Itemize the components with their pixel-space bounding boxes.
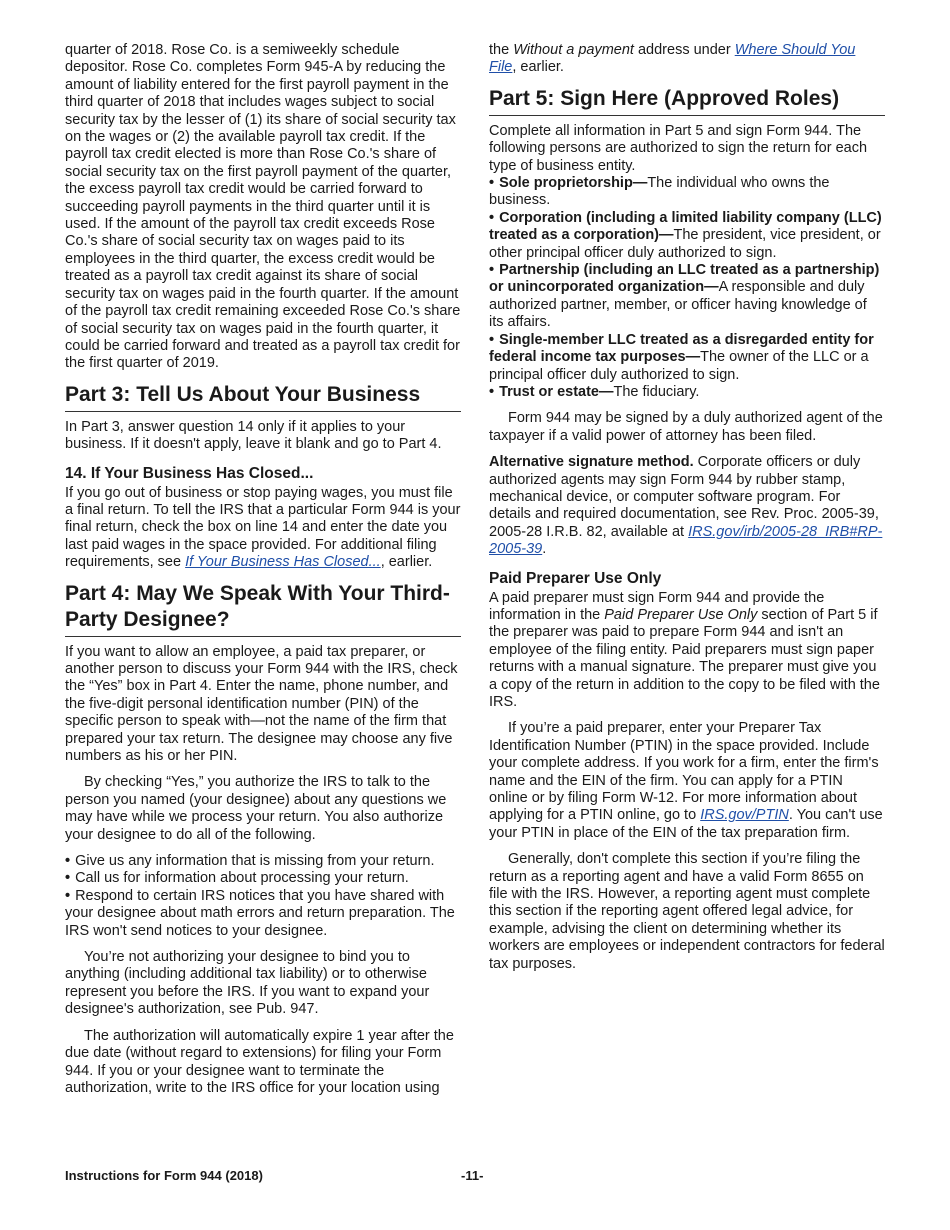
part4-paragraph-1: If you want to allow an employee, a paid tax preparer, or another person to discuss your Form 944 with the IRS, check the “Yes” box in Part 4. Enter the name, phone number, and the five-digit personal identification number (PIN) of the specific person to speak with—not the name of the firm that prepared your tax return. The designee may choose any five numbers as his or her PIN. (65, 643, 458, 764)
paid-preparer-paragraph-3: Generally, don't complete this section if you’re filing the return as a reporting agent and have a valid Form 8655 on file with the IRS. However, a reporting agent must complete this section if the reporting agent offered legal advice, for example, advising the client on determining whether its workers are employees or independent contractors for federal tax purposes. (489, 851, 885, 972)
designee-bullet-list (65, 853, 461, 940)
part3-text: In Part 3, answer question 14 only if it applies to your business. If it doesn't apply, leave it blank and go to Part 4. (65, 418, 442, 453)
list-item: • Give us any information that is missing from your return. (65, 853, 435, 870)
business-closed-link[interactable]: If Your Business Has Closed... (185, 554, 381, 571)
q14-paragraph: If you go out of business or stop paying wages, you must file a final return. To tell the IRS that a particular Form 944 is your final return, check the box on line 14 and enter the date you last paid wages in the space provided. For additional filing requirements, see If Your Business Has Closed..., earlier. (65, 484, 461, 571)
ptin-link[interactable]: IRS.gov/PTIN (700, 807, 789, 824)
part4-paragraph-4: The authorization will automatically expire 1 year after the due date (without regard to extensions) for filing your Form 944. If you or your designee want to terminate the authorization, write to the IRS office for your location using (65, 1027, 454, 1096)
paid-preparer-paragraph-1: A paid preparer must sign Form 944 and provide the information in the Paid Preparer Use Only section of Part 5 if the preparer was paid to prepare Form 944 and isn't an employee of the filing entity. Paid preparers must sign paper returns with a manual signature. The preparer must give you a copy of the return in addition to the copy to be filed with the IRS. (489, 589, 880, 710)
list-item: • Single-member LLC treated as a disregarded entity for federal income tax purposes—The owner of the LLC or a principal officer duly authorized to sign. (489, 331, 874, 383)
q14-heading: 14. If Your Business Has Closed... (65, 464, 314, 482)
part5-intro: Complete all information in Part 5 and sign Form 944. The following persons are authorized to sign the return for each type of business entity. (489, 122, 868, 174)
list-item: • Sole proprietorship—The individual who owns the business. (489, 175, 830, 209)
approved-roles-list (489, 175, 885, 401)
part5-heading: Part 5: Sign Here (Approved Roles) (489, 86, 885, 116)
paid-preparer-heading: Paid Preparer Use Only (489, 569, 662, 587)
list-item: • Corporation (including a limited liability company (LLC) treated as a corporation)—The president, vice president, or other principal officer duly authorized to sign. (489, 209, 882, 261)
part3-heading: Part 3: Tell Us About Your Business (65, 382, 461, 412)
alternative-signature-paragraph: Alternative signature method. Corporate officers or duly authorized agents may sign Form 944 by rubber stamp, mechanical device, or computer software program. For details and required documentation, see Rev. Proc. 2005-39, 2005-28 I.R.B. 82, available at IRS.gov/irb/2005-28_IRB#RP-2005-39. (489, 454, 883, 558)
list-item: • Call us for information about processing your return. (65, 870, 409, 887)
page-number: -11- (461, 1168, 484, 1183)
where-should-you-file-link[interactable]: Where Should You File (489, 42, 856, 76)
list-item: • Respond to certain IRS notices that you have shared with your designee about math errors and return preparation. The IRS won't send notices to your designee. (65, 887, 455, 939)
rev-proc-link[interactable]: IRS.gov/irb/2005-28_IRB#RP-2005-39 (489, 523, 883, 558)
right-column (489, 42, 885, 982)
paid-preparer-paragraph-2: If you’re a paid preparer, enter your Preparer Tax Identification Number (PTIN) in the space provided. Include your complete address. If you work for a firm, enter the firm's name and the EIN of the firm. You can apply for a PTIN online or by filing Form W-12. For more information about applying for a PTIN online, go to IRS.gov/PTIN. You can't use your PTIN in place of the EIN of the tax preparation firm. (489, 720, 883, 841)
rose-co-example-paragraph: quarter of 2018. Rose Co. is a semiweekly schedule depositor. Rose Co. completes Form 945-A by reducing the amount of liability entered for the first payroll payment in the third quarter of 2018 that includes wages subject to social security tax by the lesser of (1) its share of social security tax on the wages or (2) the available payroll tax credit. If the payroll tax credit elected is more than Rose Co.'s share of social security tax on the first payroll payment of the quarter, the excess payroll tax credit would be carried forward to succeeding payroll payments in the third quarter until it is used. If the amount of the payroll tax credit exceeds Rose Co.'s share of social security tax on wages paid to its employees in the third quarter, the excess credit would be treated as a payroll tax credit against its share of social security tax on wages paid in the fourth quarter. If the amount of the payroll tax credit remaining exceeded Rose Co.'s share of social security tax on wages paid in the fourth quarter, it could be carried forward and treated as a payroll tax credit for the first quarter of 2019. (65, 42, 461, 372)
part4-paragraph-2: By checking “Yes,” you authorize the IRS to talk to the person you named (your designee) about any questions we may have while we process your return. You also authorize your designee to do all of the following. (65, 774, 447, 843)
part4-paragraph-3: You’re not authorizing your designee to bind you to anything (including additional tax liability) or to otherwise represent you before the IRS. If you want to expand your designee's authorization, see Pub. 947. (65, 949, 430, 1018)
footer-title: Instructions for Form 944 (2018) (65, 1168, 263, 1183)
continuation-paragraph: the Without a payment address under Where Should You File, earlier. (489, 42, 856, 76)
part4-heading: Part 4: May We Speak With Your Third-Party Designee? (65, 581, 461, 637)
agent-paragraph: Form 944 may be signed by a duly authorized agent of the taxpayer if a valid power of attorney has been filed. (489, 410, 883, 444)
list-item: • Partnership (including an LLC treated as a partnership) or unincorporated organization—A responsible and duly authorized partner, member, or officer having knowledge of its affairs. (489, 262, 880, 331)
left-column (65, 42, 461, 1106)
list-item: • Trust or estate—The fiduciary. (489, 383, 700, 400)
